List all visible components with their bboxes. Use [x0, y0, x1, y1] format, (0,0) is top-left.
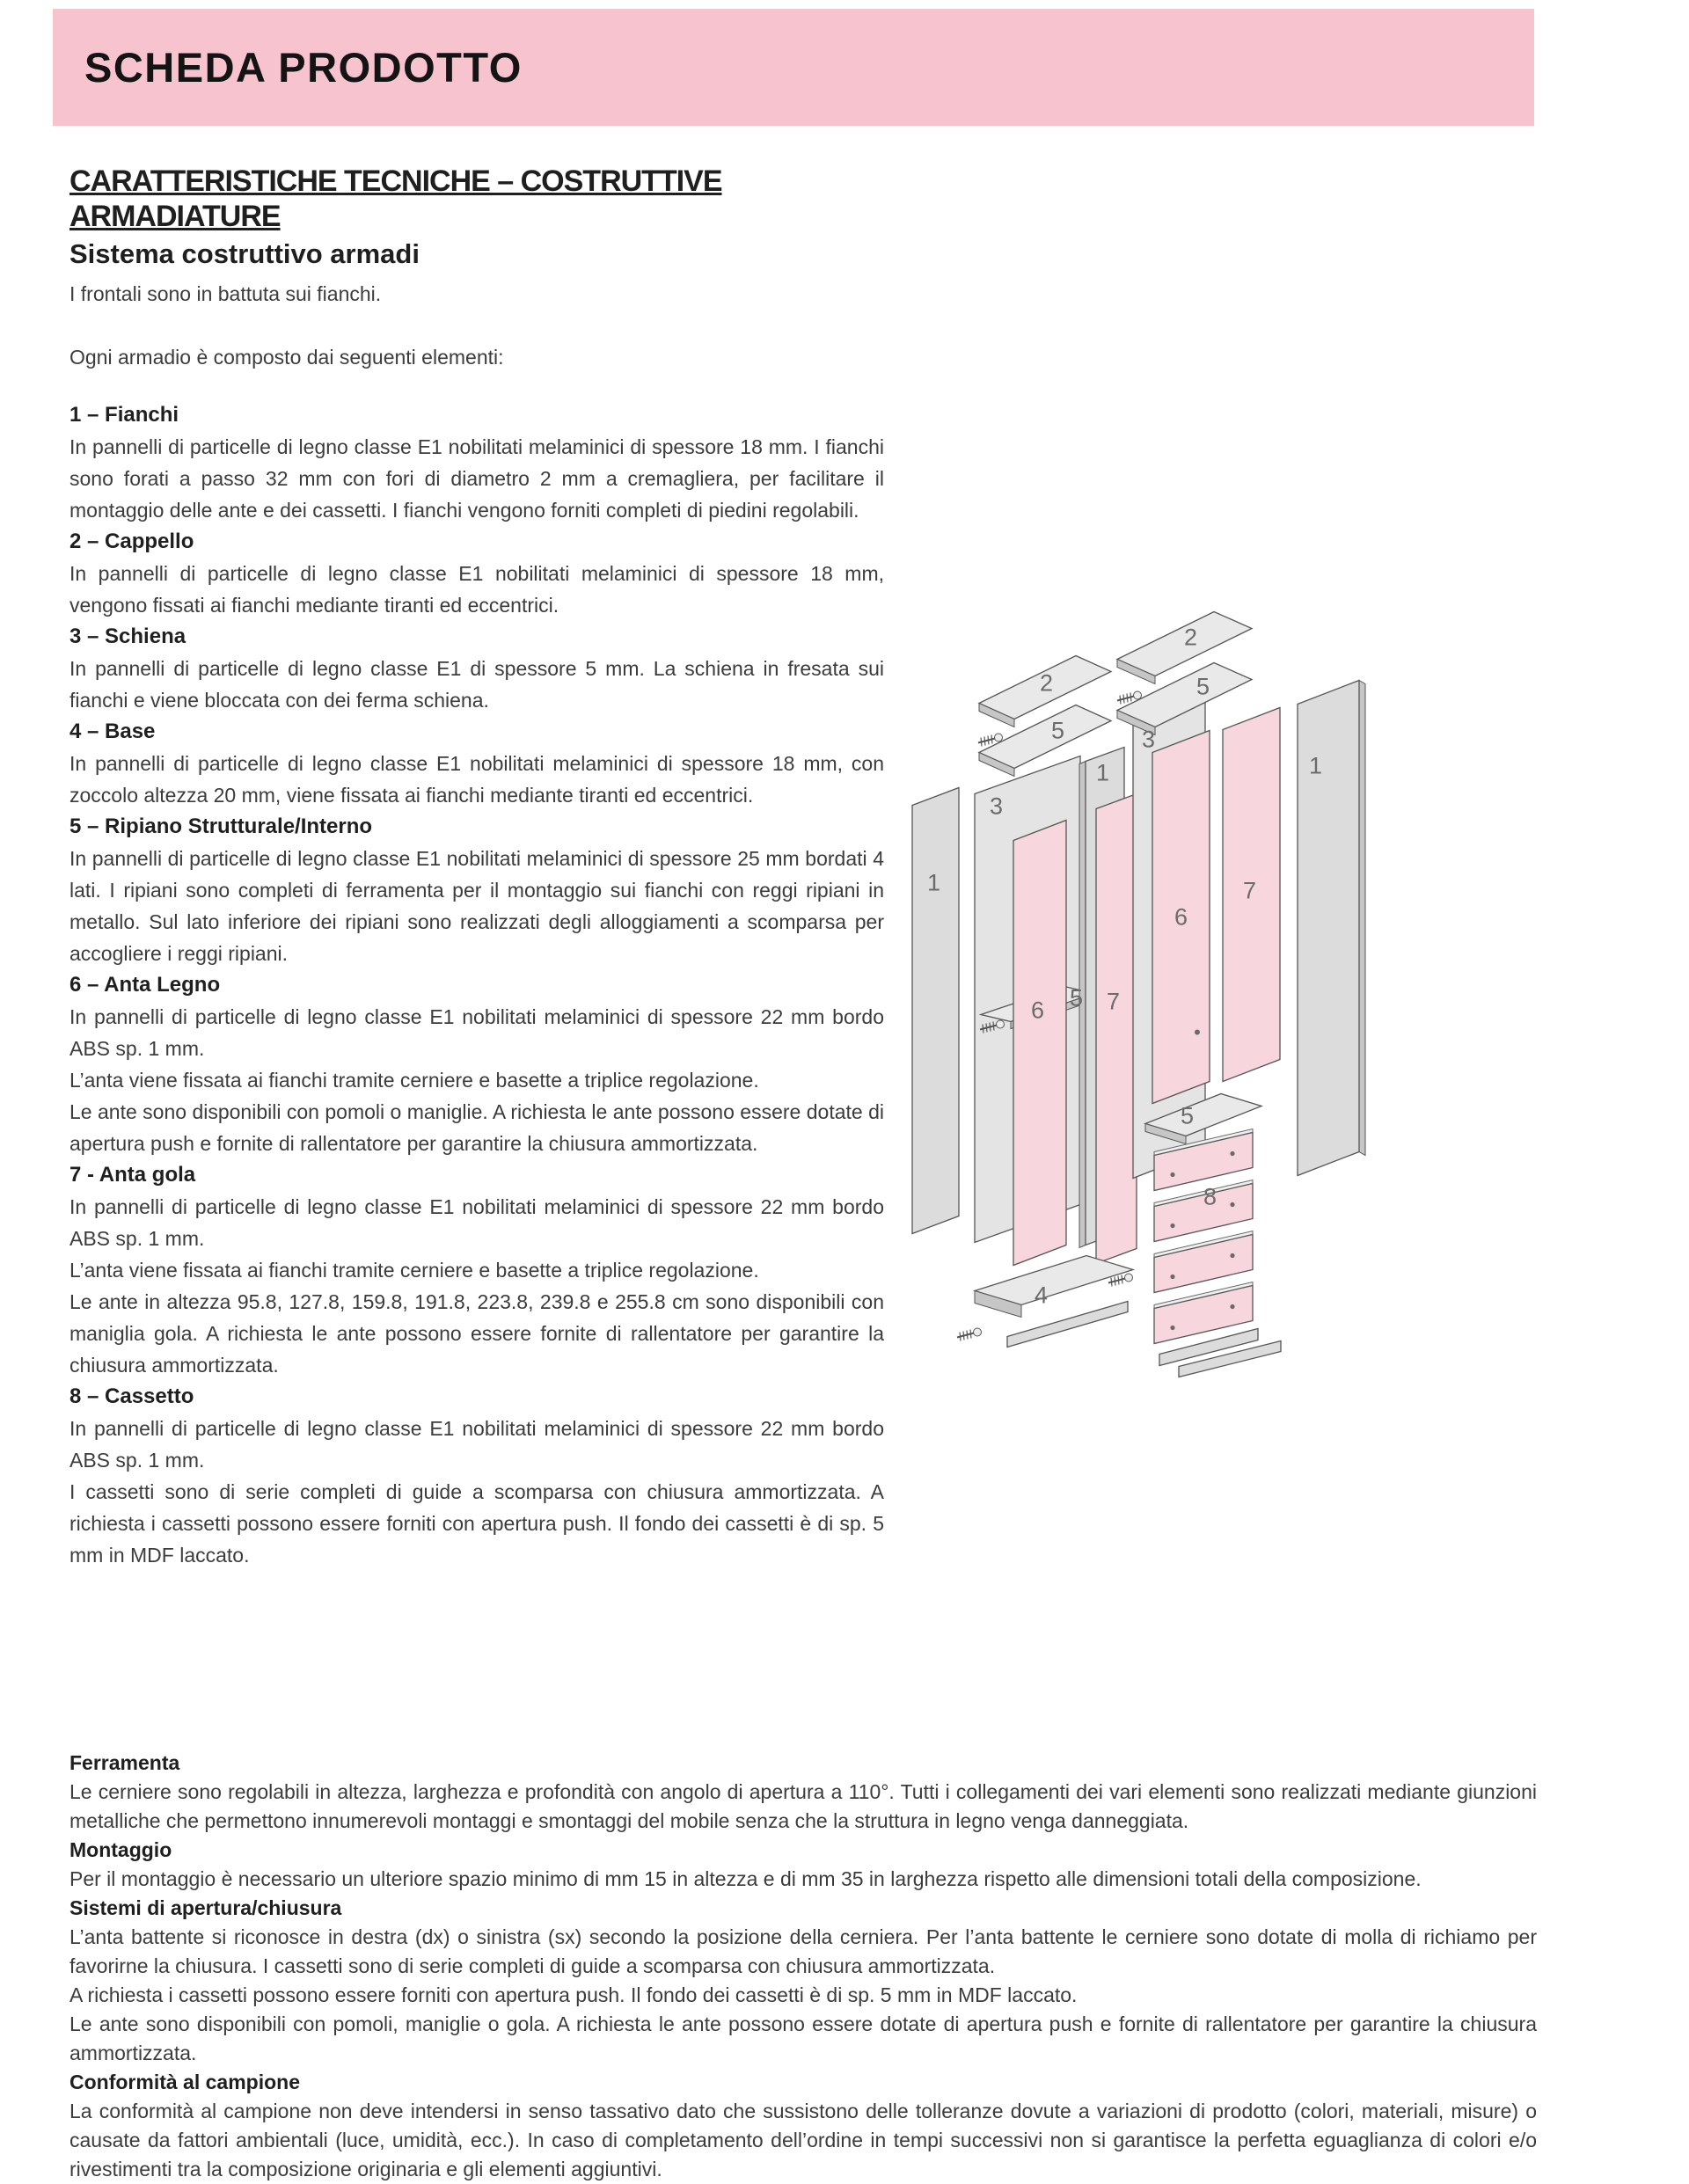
section-title: 2 – Cappello — [69, 530, 194, 553]
wardrobe-exploded-diagram — [906, 585, 1575, 1390]
intro-paragraph: I frontali sono in battuta sui fianchi. — [69, 282, 382, 305]
diagram-part-label: 6 — [1174, 903, 1188, 931]
diagram-part-label: 7 — [1243, 877, 1257, 904]
section-cassetto — [69, 1381, 884, 1571]
section-title: 3 – Schiena — [69, 625, 186, 648]
diagram-part-label: 4 — [1035, 1282, 1049, 1309]
diagram-part-label: 1 — [1096, 759, 1110, 786]
diagram-part-label: 2 — [1040, 669, 1054, 697]
body-paragraph: In pannelli di particelle di legno classe E1 nobilitati melaminici di spessore 22 mm bordo ABS sp. 1 mm. — [69, 1195, 884, 1250]
footer-section-apertura-chiusura — [69, 1894, 1537, 2068]
diagram-part-label: 1 — [1309, 752, 1323, 779]
body-paragraph: Le ante sono disponibili con pomoli o maniglie. A richiesta le ante possono essere dotate di apertura push e fornite di rallentatore per garantire la chiusura ammortizzata. — [69, 1100, 884, 1155]
product-sheet-banner — [53, 9, 1534, 126]
footer-section-conformita — [69, 2068, 1537, 2184]
section-fianchi — [69, 399, 884, 526]
section-base — [69, 716, 884, 811]
diagram-part-label: 3 — [1142, 726, 1156, 753]
footer-paragraph: Per il montaggio è necessario un ulteriore spazio minimo di mm 15 in altezza e di mm 35 in larghezza rispetto alle dimensioni totali della composizione. — [69, 1867, 1422, 1890]
diagram-part-label: 7 — [1107, 988, 1121, 1015]
section-title: 6 – Anta Legno — [69, 973, 221, 997]
section-cappello — [69, 526, 884, 621]
body-paragraph: In pannelli di particelle di legno classe E1 di spessore 5 mm. La schiena in fresata sui fianchi e viene bloccata con dei ferma schiena. — [69, 657, 884, 712]
section-ripiano — [69, 811, 884, 969]
footer-section-title: Ferramenta — [69, 1751, 180, 1774]
body-paragraph: I cassetti sono di serie completi di guide a scomparsa con chiusura ammortizzata. A richiesta i cassetti possono essere forniti con apertura push. Il fondo dei cassetti è di sp. 5 mm in MDF laccato. — [69, 1480, 884, 1567]
body-paragraph: In pannelli di particelle di legno classe E1 nobilitati melaminici di spessore 18 mm, vengono fissati ai fianchi mediante tiranti ed eccentrici. — [69, 562, 884, 617]
section-title: 4 – Base — [69, 719, 156, 743]
footer-paragraph: A richiesta i cassetti possono essere forniti con apertura push. Il fondo dei cassetti è di sp. 5 mm in MDF laccato. — [69, 1983, 1078, 2006]
body-paragraph: Le ante in altezza 95.8, 127.8, 159.8, 191.8, 223.8, 239.8 e 255.8 cm sono disponibili con maniglia gola. A richiesta le ante possono essere fornite di rallentatore per garantire la chiusura ammortizzata. — [69, 1290, 884, 1377]
footer-paragraph: L’anta battente si riconosce in destra (dx) o sinistra (sx) secondo la posizione della cerniera. Per l’anta battente le cerniere sono dotate di molla di richiamo per favorirne la chiusura. I cassetti sono di serie completi di guide a scomparsa con chiusura ammortizzata. — [69, 1925, 1537, 1977]
intro-paragraph: Ogni armadio è composto dai seguenti elementi: — [69, 346, 504, 369]
footer-section-title: Montaggio — [69, 1838, 172, 1861]
footer-section-title: Sistemi di apertura/chiusura — [69, 1896, 342, 1919]
element-sections — [69, 399, 884, 1571]
body-paragraph: In pannelli di particelle di legno classe E1 nobilitati melaminici di spessore 22 mm bordo ABS sp. 1 mm. — [69, 1417, 884, 1472]
page-title: SCHEDA PRODOTTO — [84, 44, 523, 91]
footer-section-title: Conformità al campione — [69, 2071, 300, 2093]
diagram-part-label: 2 — [1184, 624, 1198, 651]
footer-paragraph: La conformità al campione non deve intendersi in senso tassativo dato che sussistono delle tolleranze dovute a variazioni di prodotto (colori, materiali, misure) o causate da fattori ambientali (luce, umidità, ecc.). In caso di completamento dell’ordine in tempi successivi non si garantisce la perfetta eguaglianza di colori e/o rivestimenti tra la composizione originaria e gli elementi aggiuntivi. — [69, 2100, 1537, 2180]
body-paragraph: In pannelli di particelle di legno classe E1 nobilitati melaminici di spessore 18 mm. I fianchi sono forati a passo 32 mm con fori di diametro 2 mm a cremagliera, per facilitare il montaggio delle ante e dei cassetti. I fianchi vengono forniti completi di piedini regolabili. — [69, 435, 884, 522]
diagram-part-label: 5 — [1196, 673, 1210, 700]
section-title: 7 - Anta gola — [69, 1163, 196, 1187]
footer-notes — [69, 1749, 1537, 2184]
section-anta-legno — [69, 969, 884, 1159]
section-schiena — [69, 621, 884, 716]
diagram-part-label: 5 — [1051, 717, 1065, 744]
section-title: 8 – Cassetto — [69, 1384, 194, 1408]
diagram-part-label: 8 — [1203, 1183, 1217, 1210]
body-paragraph: L’anta viene fissata ai fianchi tramite cerniere e basette a triplice regolazione. — [69, 1259, 759, 1282]
wardrobe-exploded-diagram-svg — [906, 585, 1575, 1390]
footer-paragraph: Le ante sono disponibili con pomoli, maniglie o gola. A richiesta le ante possono essere dotate di apertura push e fornite di rallentatore per garantire la chiusura ammortizzata. — [69, 2012, 1537, 2064]
diagram-part-label: 3 — [990, 793, 1004, 820]
body-paragraph: In pannelli di particelle di legno classe E1 nobilitati melaminici di spessore 25 mm bordati 4 lati. I ripiani sono completi di ferramenta per il montaggio sui fianchi con reggi ripiani in metallo. Sul lato inferiore dei ripiani sono realizzati degli alloggiamenti a scomparsa per accogliere i reggi ripiani. — [69, 847, 884, 965]
footer-section-montaggio — [69, 1836, 1537, 1894]
section-title: 1 – Fianchi — [69, 403, 179, 427]
footer-paragraph: Le cerniere sono regolabili in altezza, larghezza e profondità con angolo di apertura a 110°. Tutti i collegamenti dei vari elementi sono realizzati mediante giunzioni metalliche che permettono innumerevoli montaggi e smontaggi del mobile senza che la struttura in legno venga danneggiata. — [69, 1780, 1537, 1832]
sub-heading: Sistema costruttivo armadi — [69, 238, 420, 269]
section-title: 5 – Ripiano Strutturale/Interno — [69, 814, 373, 838]
diagram-part-label: 1 — [927, 869, 941, 896]
body-paragraph: In pannelli di particelle di legno classe E1 nobilitati melaminici di spessore 22 mm bordo ABS sp. 1 mm. — [69, 1005, 884, 1060]
diagram-part-label: 5 — [1070, 984, 1084, 1012]
diagram-part-label: 6 — [1031, 997, 1045, 1024]
footer-section-ferramenta — [69, 1749, 1537, 1836]
section-anta-gola — [69, 1159, 884, 1381]
body-paragraph: L’anta viene fissata ai fianchi tramite cerniere e basette a triplice regolazione. — [69, 1069, 759, 1092]
main-heading: CARATTERISTICHE TECNICHE – COSTRUTTIVE ARMADIATURE — [69, 164, 722, 233]
diagram-part-label: 5 — [1181, 1102, 1195, 1129]
technical-text-column — [69, 164, 884, 1571]
body-paragraph: In pannelli di particelle di legno classe E1 nobilitati melaminici di spessore 18 mm, con zoccolo altezza 20 mm, viene fissata ai fianchi mediante tiranti ed eccentrici. — [69, 752, 884, 807]
